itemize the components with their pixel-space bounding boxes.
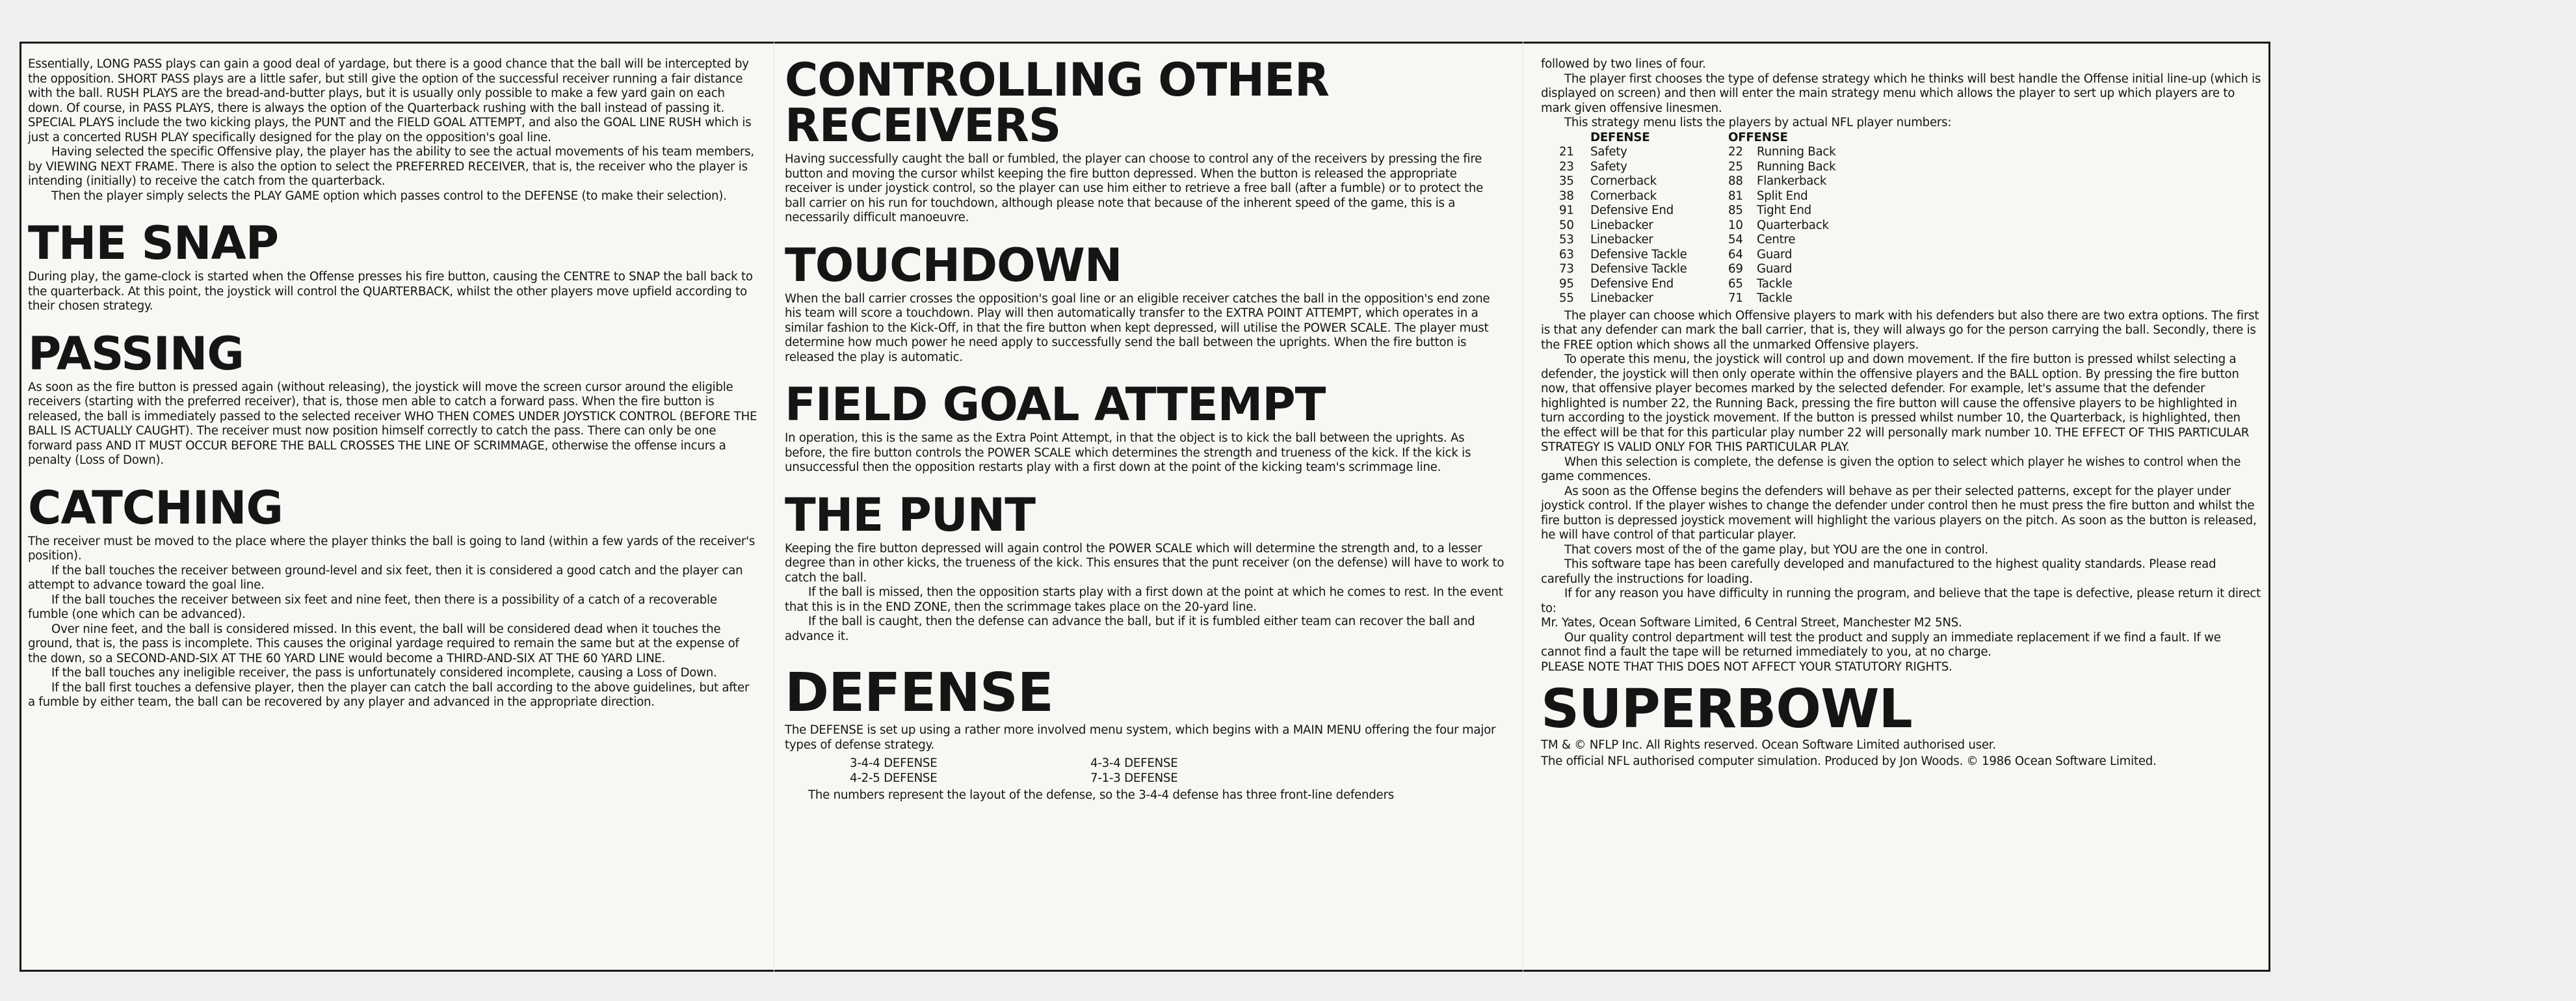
table-cell: Cornerback xyxy=(1590,189,1657,203)
heading-defense: DEFENSE xyxy=(785,662,1053,724)
column-middle xyxy=(785,53,1506,803)
table-cell: 71 xyxy=(1728,291,1743,305)
heading-the-punt: THE PUNT xyxy=(785,488,1035,542)
menu-item: 4-3-4 DEFENSE xyxy=(1090,756,1178,770)
punt-paragraph: If the ball is missed, then the opposition starts play with a first down at the point at which he comes to rest. In the event that this is in the END ZONE, then the scrimmage takes place on the 20-yard line. xyxy=(785,585,1503,614)
table-cell: Tackle xyxy=(1757,291,1793,305)
table-cell: 23 xyxy=(1559,159,1574,174)
menu-item: 3-4-4 DEFENSE xyxy=(850,756,938,770)
table-cell: Quarterback xyxy=(1757,218,1829,232)
table-cell: Tight End xyxy=(1757,204,1811,217)
table-cell: 50 xyxy=(1559,218,1574,232)
catching-paragraph: If the ball first touches a defensive player, then the player can catch the ball according to the above guidelines, but after a fumble by either team, the ball can be recovered by any player and advanced in the appropriate direction. xyxy=(28,680,750,709)
body-paragraph: If for any reason you have difficulty in running the program, and believe that the tape is defective, please return it direct to: xyxy=(1541,587,2261,615)
table-cell: 54 xyxy=(1728,233,1743,247)
catching-paragraph: Over nine feet, and the ball is considered missed. In this event, the ball will be considered dead when it touches the ground, that is, the pass is incomplete. This causes the original yardage required to remain the same but at the expense of the down, so a SECOND-AND-SIX AT THE 60 YARD LINE would become a THIRD-AND-SIX AT THE 60 YARD LINE. xyxy=(28,622,739,665)
superbowl-title: SUPERBOWL xyxy=(1541,678,1912,740)
quality-paragraph: Our quality control department will test the product and supply an immediate replacement if we find a fault. If we cannot find a fault the tape will be returned immediately to you, at no charge. xyxy=(1541,630,2221,659)
table-cell: Centre xyxy=(1757,233,1796,247)
fieldgoal-paragraph: In operation, this is the same as the Extra Point Attempt, in that the object is to kick the ball between the uprights. As before, the fire button controls the POWER SCALE which determines the strength and trueness of the kick. If the kick is unsuccessful then the opposition restarts play with a first down at the point of the kicking team's scrimmage line. xyxy=(785,431,1471,474)
heading-controlling-other-receivers: CONTROLLING OTHER RECEIVERS xyxy=(785,53,1329,152)
trademark-line: TM & © NFLP Inc. All Rights reserved. Ocean Software Limited authorised user. xyxy=(1541,738,1996,752)
table-cell: Running Back xyxy=(1757,145,1836,159)
table-cell: 63 xyxy=(1559,247,1574,261)
body-paragraph: The player can choose which Offensive players to mark with his defenders but also there are two extra options. The first is that any defender can mark the ball carrier, that is, they will always go for the person carrying the ball. Secondly, there is the FREE option which shows all the unmarked Offensive players. xyxy=(1541,308,2259,352)
table-cell: 55 xyxy=(1559,291,1574,305)
table-cell: Defensive Tackle xyxy=(1590,262,1687,276)
table-cell: 64 xyxy=(1728,247,1743,261)
heading-passing: PASSING xyxy=(28,327,244,380)
punt-paragraph: Keeping the fire button depressed will again control the POWER SCALE which will determine the strength and, to a lesser degree than in other kicks, the trueness of the kick. This ensures that the punt receiver (on the defense) will have to work to catch the ball. xyxy=(785,541,1505,585)
catching-paragraph: The receiver must be moved to the place where the player thinks the ball is going to land (within a few yards of the receiver's position). xyxy=(28,534,756,563)
column-left xyxy=(28,57,757,710)
table-cell: Defensive End xyxy=(1590,204,1674,217)
table-cell: Running Back xyxy=(1757,159,1836,174)
table-cell: 21 xyxy=(1559,145,1574,159)
heading-touchdown: TOUCHDOWN xyxy=(785,238,1122,292)
catching-paragraph: If the ball touches the receiver between six feet and nine feet, then there is a possibility of a catch of a recoverable fumble (one which can be advanced). xyxy=(28,593,717,621)
table-cell: 69 xyxy=(1728,262,1743,276)
menu-item: 4-2-5 DEFENSE xyxy=(850,771,938,785)
body-paragraph: This software tape has been carefully developed and manufactured to the highest quality standards. Please read carefully the instructions for loading. xyxy=(1541,557,2216,586)
table-cell: Tackle xyxy=(1757,276,1793,291)
offense-column-header: OFFENSE xyxy=(1728,130,1788,144)
body-paragraph: As soon as the Offense begins the defenders will behave as per their selected patterns, except for the player under joystick control. If the player wishes to change the defender under control then he must press the fire button and whilst the fire button is depressed joystick movement will highlight the various players on the pitch. As soon as the button is released, he will have control of that particular player. xyxy=(1541,484,2257,542)
table-cell: Defensive Tackle xyxy=(1590,247,1687,261)
table-cell: 88 xyxy=(1728,174,1743,188)
body-paragraph: When this selection is complete, the defense is given the option to select which player he wishes to control when the game commences. xyxy=(1541,455,2241,483)
controlling-paragraph: Having successfully caught the ball or fumbled, the player can choose to control any of the receivers by pressing the fire button and moving the cursor whilst keeping the fire button depressed. When the button is released the appropriate receiver is under joystick control, so the player can use him either to retrieve a free ball (after a fumble) or to protect the ball carrier on his run for touchdown, although please note that because of the inherent speed of the game, this is a necessarily difficult manoeuvre. xyxy=(785,152,1484,224)
player-number-table xyxy=(1559,131,2261,306)
table-cell: 95 xyxy=(1559,276,1574,291)
table-cell: 10 xyxy=(1728,218,1743,232)
table-cell: 38 xyxy=(1559,189,1574,203)
intro-paragraph: Having selected the specific Offensive play, the player has the ability to see the actual movements of his team members, by VIEWING NEXT FRAME. There is also the option to select the PREFERRED RECEIVER, that is, the receiver who the player is intending (initially) to receive the catch from the quarterback. xyxy=(28,145,754,188)
intro-paragraph: Essentially, LONG PASS plays can gain a good deal of yardage, but there is a good chance that the ball will be intercepted by the opposition. SHORT PASS plays are a little safer, but still give the option of the successful receiver running a fair distance with the ball. RUSH PLAYS are the bread-and-butter plays, but it is usually only possible to make a few yard gain on each down. Of course, in PASS PLAYS, there is always the option of the Quarterback rushing with the ball instead of passing it. SPECIAL PLAYS include the two kicking plays, the PUNT and the FIELD GOAL ATTEMPT, and also the GOAL LINE RUSH which is just a concerted RUSH PLAY specifically designed for the play on the opposition's goal line. xyxy=(28,57,752,144)
heading-the-snap: THE SNAP xyxy=(28,217,278,270)
table-cell: Safety xyxy=(1590,145,1627,159)
table-cell: 85 xyxy=(1728,204,1743,217)
defense-paragraph: The DEFENSE is set up using a rather more involved menu system, which begins with a MAIN MENU offering the four major types of defense strategy. xyxy=(785,723,1496,752)
column-right xyxy=(1541,57,2261,769)
return-address: Mr. Yates, Ocean Software Limited, 6 Central Street, Manchester M2 5NS. xyxy=(1541,616,1962,630)
table-cell: Cornerback xyxy=(1590,174,1657,188)
menu-item: 7-1-3 DEFENSE xyxy=(1090,771,1178,785)
table-cell: Safety xyxy=(1590,159,1627,174)
defense-column-header: DEFENSE xyxy=(1590,130,1650,144)
table-cell: 53 xyxy=(1559,233,1574,247)
table-cell: Linebacker xyxy=(1590,291,1653,305)
catching-paragraph: If the ball touches the receiver between ground-level and six feet, then it is considered a good catch and the player can attempt to advance toward the goal line. xyxy=(28,563,743,592)
table-cell: Flankerback xyxy=(1757,174,1827,188)
table-cell: Guard xyxy=(1757,262,1793,276)
snap-paragraph: During play, the game-clock is started when the Offense presses his fire button, causing the CENTRE to SNAP the ball back to the quarterback. At this point, the joystick will control the QUARTERBACK, whilst the other players move upfield according to their chosen strategy. xyxy=(28,270,753,313)
passing-paragraph: As soon as the fire button is pressed again (without releasing), the joystick will move the screen cursor around the eligible receivers (starting with the preferred receiver), that is, those men able to catch a forward pass. When the fire button is released, the ball is immediately passed to the selected receiver WHO THEN COMES UNDER JOYSTICK CONTROL (BEFORE THE BALL IS ACTUALLY CAUGHT). The receiver must now position himself correctly to catch the pass. There can only be one forward pass AND IT MUST OCCUR BEFORE THE BALL CROSSES THE LINE OF SCRIMMAGE, otherwise the offense incurs a penalty (Loss of Down). xyxy=(28,380,757,467)
table-cell: 73 xyxy=(1559,262,1574,276)
table-cell: Linebacker xyxy=(1590,218,1653,232)
intro-paragraph: Then the player simply selects the PLAY GAME option which passes control to the DEFENSE (to make their selection). xyxy=(51,189,727,203)
heading-catching: CATCHING xyxy=(28,481,283,535)
table-cell: Split End xyxy=(1757,189,1808,203)
table-cell: 81 xyxy=(1728,189,1743,203)
table-cell: Guard xyxy=(1757,247,1793,261)
touchdown-paragraph: When the ball carrier crosses the opposition's goal line or an eligible receiver catches the ball in the opposition's end zone his team will score a touchdown. Play will then automatically transfer to the EXTRA POINT ATTEMPT, which operates in a similar fashion to the Kick-Off, in that the fire button when kept depressed, will utilise the POWER SCALE. The player must determine how much power he need apply to successfully send the ball between the uprights. When the fire button is released the play is automatic. xyxy=(785,291,1490,364)
strategy-paragraph: The player first chooses the type of defense strategy which he thinks will best handle the Offense initial line-up (which is displayed on screen) and then will enter the main strategy menu which allows the player to sert up which players are to mark given offensive linesmen. xyxy=(1541,72,2261,115)
table-cell: 22 xyxy=(1728,145,1743,159)
continued-line: followed by two lines of four. xyxy=(1541,57,1706,71)
table-cell: 35 xyxy=(1559,174,1574,188)
body-paragraph: That covers most of the of the game play, but YOU are the one in control. xyxy=(1564,542,1988,557)
table-cell: 91 xyxy=(1559,204,1574,217)
defense-menu-list xyxy=(850,756,1506,786)
catching-paragraph: If the ball touches any ineligible receiver, the pass is unfortunately considered incomplete, causing a Loss of Down. xyxy=(51,666,717,680)
strategy-paragraph: This strategy menu lists the players by actual NFL player numbers: xyxy=(1564,116,1952,129)
table-cell: Defensive End xyxy=(1590,276,1674,291)
credit-line: The official NFL authorised computer simulation. Produced by Jon Woods. © 1986 Ocean Software Limited. xyxy=(1541,754,2157,768)
table-cell: 25 xyxy=(1728,159,1743,174)
statutory-notice: PLEASE NOTE THAT THIS DOES NOT AFFECT YOUR STATUTORY RIGHTS. xyxy=(1541,660,1952,674)
defense-after-paragraph: The numbers represent the layout of the defense, so the 3-4-4 defense has three front-line defenders xyxy=(808,788,1394,802)
table-cell: Linebacker xyxy=(1590,233,1653,247)
body-paragraph: To operate this menu, the joystick will control up and down movement. If the fire button is pressed whilst selecting a defender, the joystick will then only operate within the offensive players and the BALL option. By pressing the fire button now, that offensive player becomes marked by the selected defender. For example, let's assume that the defender highlighted is number 22, the Running Back, pressing the fire button will cause the offensive players to be highlighted in turn according to the joystick movement. If the button is pressed whilst number 10, the Quarterback, is highlighted, then the effect will be that for this particular play number 22 will personally mark number 10. THE EFFECT OF THIS PARTICULAR STRATEGY IS VALID ONLY FOR THIS PARTICULAR PLAY. xyxy=(1541,353,2250,454)
punt-paragraph: If the ball is caught, then the defense can advance the ball, but if it is fumbled either team can recover the ball and advance it. xyxy=(785,615,1475,643)
heading-field-goal-attempt: FIELD GOAL ATTEMPT xyxy=(785,378,1326,431)
table-cell: 65 xyxy=(1728,276,1743,291)
